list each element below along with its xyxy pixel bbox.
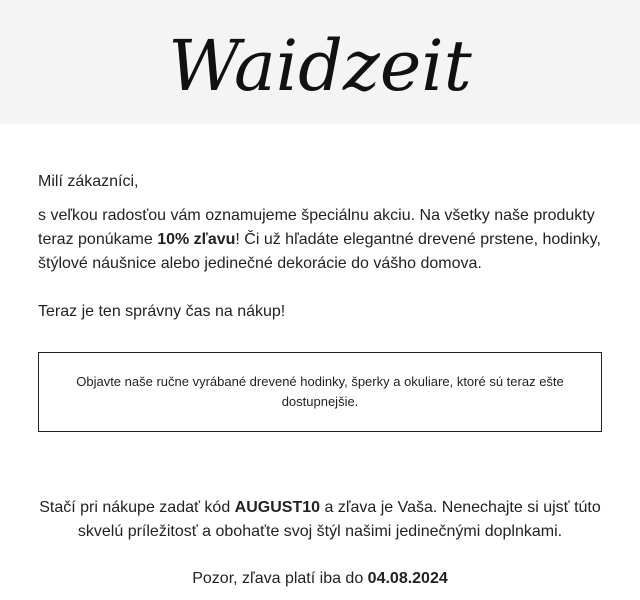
code-text-start: Stačí pri nákupe zadať kód	[39, 499, 235, 516]
discount-code-paragraph	[30, 496, 610, 544]
discount-code: AUGUST10	[234, 499, 321, 516]
discount-highlight: 10% zľavu	[157, 231, 236, 248]
brand-logo[interactable]	[0, 6, 640, 124]
call-to-action-line: Teraz je ten správny čas na nákup!	[38, 303, 286, 320]
code-text-end: a zľava je Vaša. Nenechajte si ujsť túto skvelú príležitosť a obohaťte svoj štýl našimi jedinečnými doplnkami.	[77, 499, 601, 540]
deadline-date: 04.08.2024	[367, 570, 448, 587]
brand-name: Waidzeit	[168, 25, 472, 107]
deadline-line	[30, 567, 610, 591]
brand-logo-wordmark	[0, 6, 640, 124]
intro-text-start: s veľkou radosťou vám oznamujeme špeciálnu akciu. Na všetky naše produkty teraz ponúkame	[38, 207, 595, 248]
promo-box	[38, 352, 602, 432]
email-header	[0, 0, 640, 124]
greeting: Milí zákazníci,	[38, 173, 139, 190]
promo-box-text: Objavte naše ručne vyrábané drevené hodinky, šperky a okuliare, ktoré sú teraz ešte dostupnejšie.	[76, 374, 564, 409]
deadline-text: Pozor, zľava platí iba do	[192, 570, 368, 587]
intro-text-end: ! Či už hľadáte elegantné drevené prstene, hodinky, štýlové náušnice alebo jedinečné dekorácie do vášho domova.	[38, 231, 601, 272]
intro-paragraph	[38, 204, 602, 276]
intro-section	[38, 170, 602, 324]
